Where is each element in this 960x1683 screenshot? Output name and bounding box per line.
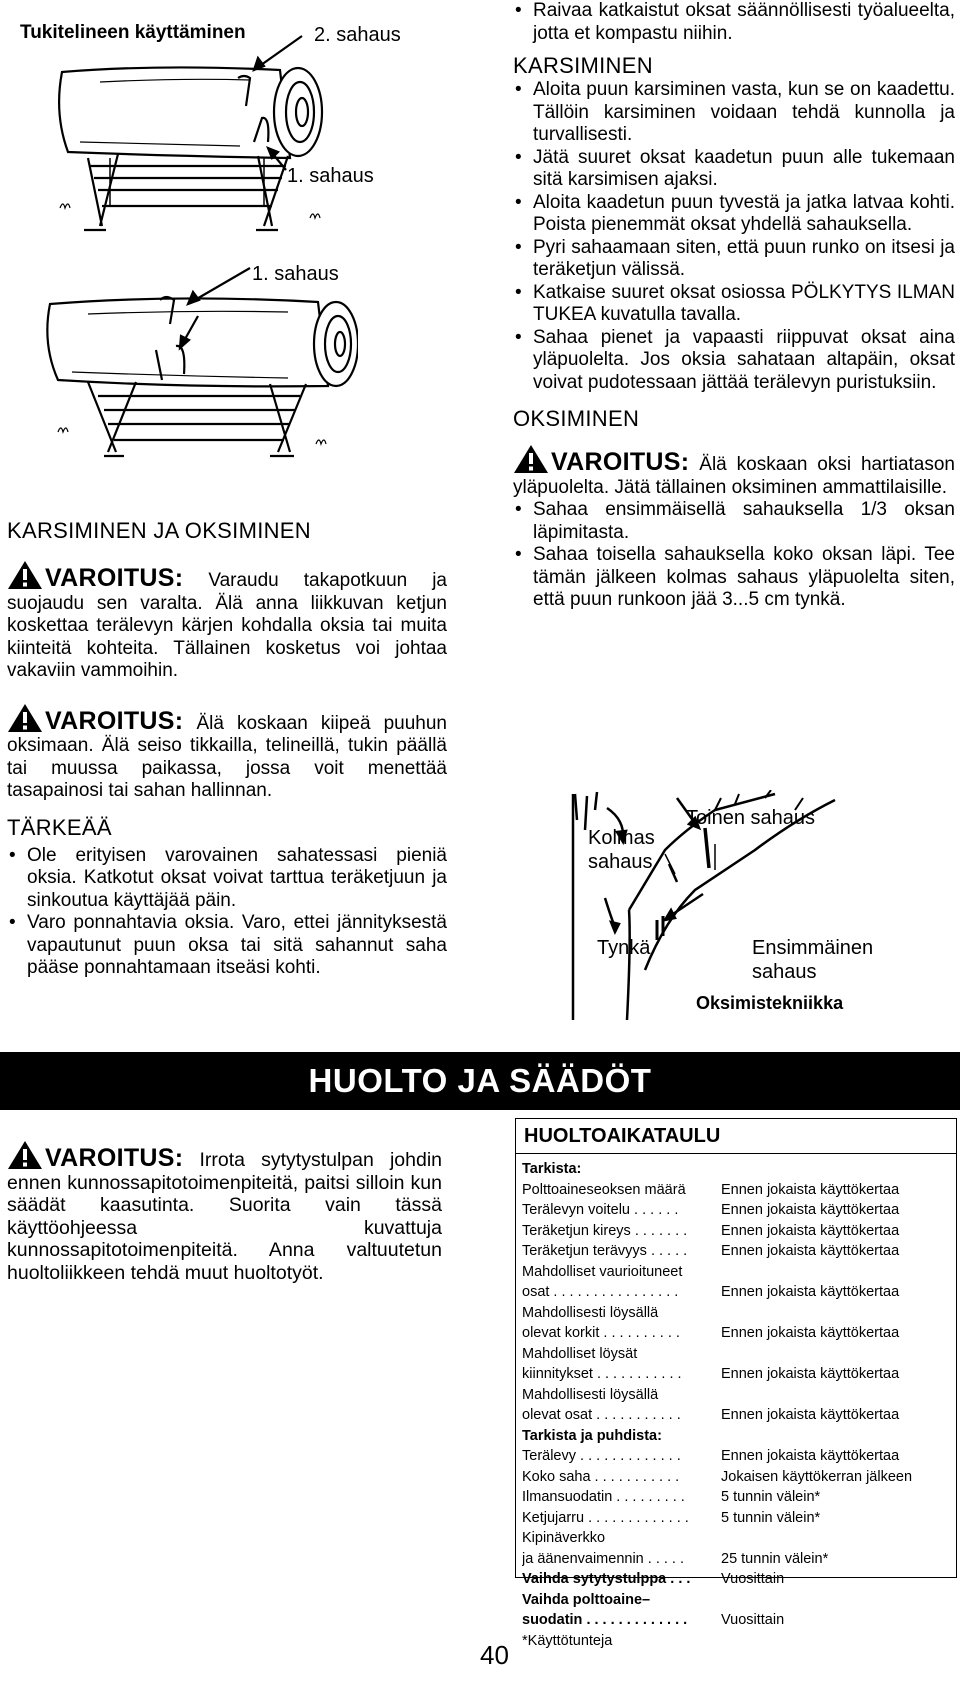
- table-row: [522, 1528, 952, 1549]
- label-second-cut: Toinen sahaus: [686, 807, 815, 829]
- oksiminen-heading: OKSIMINEN: [513, 406, 640, 431]
- label-first-cut: Ensimmäinen sahaus: [752, 937, 874, 983]
- schedule-interval: 5 tunnin välein*: [721, 1509, 821, 1526]
- table-row: [522, 1590, 952, 1611]
- schedule-interval: Ennen jokaista käyttökertaa: [721, 1202, 900, 1218]
- warning-kickback: [7, 560, 447, 683]
- label-cut2-top: 2. sahaus: [314, 24, 401, 46]
- warning-triangle-icon: [7, 560, 43, 590]
- label-stub: Tynkä: [597, 937, 651, 959]
- warning-triangle-icon: [7, 1140, 43, 1170]
- maintenance-warning: [7, 1140, 442, 1284]
- pruning-caption: Oksimistekniikka: [696, 993, 844, 1013]
- list-item: • Sahaa pienet ja vapaasti riippuvat oksat aina yläpuolelta. Jos oksia sahataan altapäin, oksat voivat pudotessaan jättää terälevyn puristuksiin.: [513, 327, 955, 395]
- schedule-item: suodatin . . . . . . . . . . . . .: [522, 1612, 688, 1628]
- table-row: [522, 1180, 952, 1201]
- warning-label: VAROITUS:: [45, 564, 184, 592]
- table-row: [522, 1467, 952, 1488]
- sawhorse-heading: Tukitelineen käyttäminen: [20, 22, 246, 43]
- list-item: • Sahaa toisella sahauksella koko oksan läpi. Tee tämän jälkeen kolmas sahaus yläpuolelta siten, että puun runkoon jää 3...5 cm tynkä.: [513, 544, 955, 612]
- table-row: [522, 1282, 952, 1303]
- schedule-interval: Ennen jokaista käyttökertaa: [721, 1243, 900, 1259]
- table-row: [522, 1200, 952, 1221]
- schedule-interval: Vuosittain: [721, 1571, 785, 1587]
- list-item: • Katkaise suuret oksat osiossa PÖLKYTYS ILMAN TUKEA kuvatulla tavalla.: [513, 282, 955, 327]
- page-number: 40: [480, 1640, 509, 1670]
- list-item: • Aloita puun karsiminen vasta, kun se on kaadettu. Tällöin karsiminen voidaan tehdä kunnolla ja turvallisesti.: [513, 79, 955, 147]
- schedule-item: Tarkista ja puhdista:: [522, 1427, 662, 1444]
- table-row: [522, 1446, 952, 1467]
- table-row: [522, 1405, 952, 1426]
- table-row: [522, 1303, 952, 1324]
- schedule-item: Polttoaineseoksen määrä: [522, 1181, 686, 1198]
- schedule-item: Kipinäverkko: [522, 1530, 606, 1546]
- schedule-item: Mahdolliset löysät: [522, 1345, 638, 1362]
- schedule-interval: 25 tunnin välein*: [721, 1550, 829, 1567]
- warning-text: Varaudu takapotkuun ja suojaudu sen varalta. Älä anna liikkuvan ketjun koskettaa terälevyn kärjen kohdalla oksia tai muita kiinteitä kohteita. Tällainen kosketus voi johtaa vakaviin vammoihin.: [7, 570, 447, 681]
- table-row: [522, 1487, 952, 1508]
- table-row: [522, 1549, 952, 1570]
- label-cut1-bottom: 1. sahaus: [252, 263, 339, 285]
- schedule-interval: Ennen jokaista käyttökertaa: [721, 1325, 900, 1341]
- table-row: [522, 1159, 952, 1180]
- schedule-item: Terälevyn voitelu . . . . . .: [522, 1202, 679, 1218]
- schedule-item: Vaihda polttoaine–: [522, 1591, 651, 1608]
- schedule-item: Teräketjun kireys . . . . . . .: [522, 1222, 688, 1239]
- schedule-item: osat . . . . . . . . . . . . . . . .: [522, 1284, 679, 1300]
- table-row: [522, 1631, 952, 1652]
- label-third-cut: Kolmas sahaus: [588, 827, 655, 873]
- table-row: [522, 1385, 952, 1406]
- schedule-item: Tarkista:: [522, 1161, 582, 1177]
- schedule-item: Mahdolliset vaurioituneet: [522, 1263, 683, 1280]
- schedule-interval: Ennen jokaista käyttökertaa: [721, 1448, 900, 1464]
- list-item: • Aloita kaadetun puun tyvestä ja jatka latvaa kohti. Poista pienemmät oksat yhdellä sahauksella.: [513, 192, 955, 237]
- list-item: • Varo ponnahtavia oksia. Varo, ettei jännityksestä vapautunut puun oksa tai sitä sahannut saha pääse ponnahtamaan itseäsi kohti.: [7, 912, 447, 980]
- karsiminen-list: [513, 79, 955, 394]
- schedule-interval: Ennen jokaista käyttökertaa: [721, 1222, 900, 1239]
- list-item: • Pyri sahaamaan siten, että puun runko on itsesi ja teräketjun välissä.: [513, 237, 955, 282]
- list-item: • Sahaa ensimmäisellä sahauksella 1/3 oksan läpimitasta.: [513, 499, 955, 544]
- left-heading: KARSIMINEN JA OKSIMINEN: [7, 518, 311, 543]
- table-row: [522, 1221, 952, 1242]
- schedule-item: kiinnitykset . . . . . . . . . . .: [522, 1366, 682, 1382]
- important-heading: TÄRKEÄÄ: [7, 814, 112, 840]
- warning-label: VAROITUS:: [45, 1144, 184, 1172]
- sawhorse-illustration-bottom: [38, 264, 358, 464]
- table-row: [522, 1569, 952, 1590]
- schedule-interval: Ennen jokaista käyttökertaa: [721, 1407, 900, 1423]
- sawhorse-illustration-top: [40, 30, 360, 240]
- schedule-rows: [522, 1159, 952, 1651]
- right-column: [513, 0, 955, 612]
- table-row: [522, 1344, 952, 1365]
- schedule-item: olevat osat . . . . . . . . . . .: [522, 1407, 681, 1423]
- schedule-item: Terälevy . . . . . . . . . . . . .: [522, 1448, 681, 1464]
- schedule-item: Ilmansuodatin . . . . . . . . .: [522, 1489, 685, 1505]
- table-row: [522, 1241, 952, 1262]
- table-row: [522, 1610, 952, 1631]
- schedule-interval: Ennen jokaista käyttökertaa: [721, 1366, 900, 1382]
- table-row: [522, 1508, 952, 1529]
- schedule-interval: Ennen jokaista käyttökertaa: [721, 1181, 900, 1198]
- oksiminen-list: [513, 499, 955, 612]
- schedule-item: Mahdollisesti löysällä: [522, 1386, 659, 1403]
- schedule-item: Vaihda sytytystulppa . . .: [522, 1571, 691, 1587]
- karsiminen-heading: KARSIMINEN: [513, 53, 653, 78]
- list-item: • Jätä suuret oksat kaadetun puun alle tukemaan sitä karsimisen ajaksi.: [513, 147, 955, 192]
- schedule-item: Ketjujarru . . . . . . . . . . . . .: [522, 1509, 689, 1526]
- section-banner: HUOLTO JA SÄÄDÖT: [0, 1052, 960, 1110]
- maintenance-schedule: [515, 1118, 957, 1649]
- table-row: [522, 1426, 952, 1447]
- left-column: [7, 518, 447, 980]
- warning-triangle-icon: [7, 703, 43, 733]
- label-cut1-top: 1. sahaus: [287, 165, 374, 187]
- warning-label: VAROITUS:: [551, 448, 690, 476]
- table-row: [522, 1364, 952, 1385]
- schedule-interval: Jokaisen käyttökerran jälkeen: [721, 1468, 913, 1485]
- warning-climb: [7, 703, 447, 803]
- warning-text: Irrota sytytystulpan johdin ennen kunnossapitotoimenpiteitä, paitsi silloin kun säädät kaasutinta. Suorita vain tässä käyttöohjeessa kuvattuja kunnossapitotoimenpiteitä. Anna valtuutetun huoltoliikkeen tehdä muut huoltotyöt.: [7, 1149, 442, 1284]
- warning-text: Älä koskaan kiipeä puuhun oksimaan. Älä seiso tikkailla, telineillä, tukin päällä tai muussa paikassa, jossa voit menettää tasapainosi tai sahan hallinnan.: [7, 712, 447, 801]
- schedule-interval: Ennen jokaista käyttökertaa: [721, 1284, 900, 1300]
- warning-shoulder: [513, 444, 955, 499]
- table-row: [522, 1323, 952, 1344]
- schedule-item: Mahdollisesti löysällä: [522, 1304, 659, 1321]
- schedule-title: HUOLTOAIKATAULU: [516, 1119, 956, 1154]
- schedule-item: *Käyttötunteja: [522, 1632, 613, 1649]
- schedule-interval: Vuosittain: [721, 1612, 785, 1628]
- list-item: • Raivaa katkaistut oksat säännöllisesti työalueelta, jotta et kompastu niihin.: [513, 0, 955, 45]
- schedule-item: Teräketjun terävyys . . . . .: [522, 1243, 688, 1259]
- table-row: [522, 1262, 952, 1283]
- warning-text: Älä koskaan oksi hartiatason yläpuolelta. Jätä tällainen oksiminen ammattilaisille.: [513, 454, 955, 498]
- schedule-item: Koko saha . . . . . . . . . . .: [522, 1468, 680, 1485]
- list-item: • Ole erityisen varovainen sahatessasi pieniä oksia. Katkotut oksat voivat tarttua teräketjuun ja sinkoutua käyttäjää päin.: [7, 845, 447, 913]
- top-list: [513, 0, 955, 45]
- warning-label: VAROITUS:: [45, 706, 184, 735]
- schedule-item: ja äänenvaimennin . . . . .: [522, 1550, 685, 1567]
- schedule-item: olevat korkit . . . . . . . . . .: [522, 1325, 680, 1341]
- warning-triangle-icon: [513, 444, 549, 474]
- important-list: [7, 845, 447, 980]
- schedule-interval: 5 tunnin välein*: [721, 1489, 821, 1505]
